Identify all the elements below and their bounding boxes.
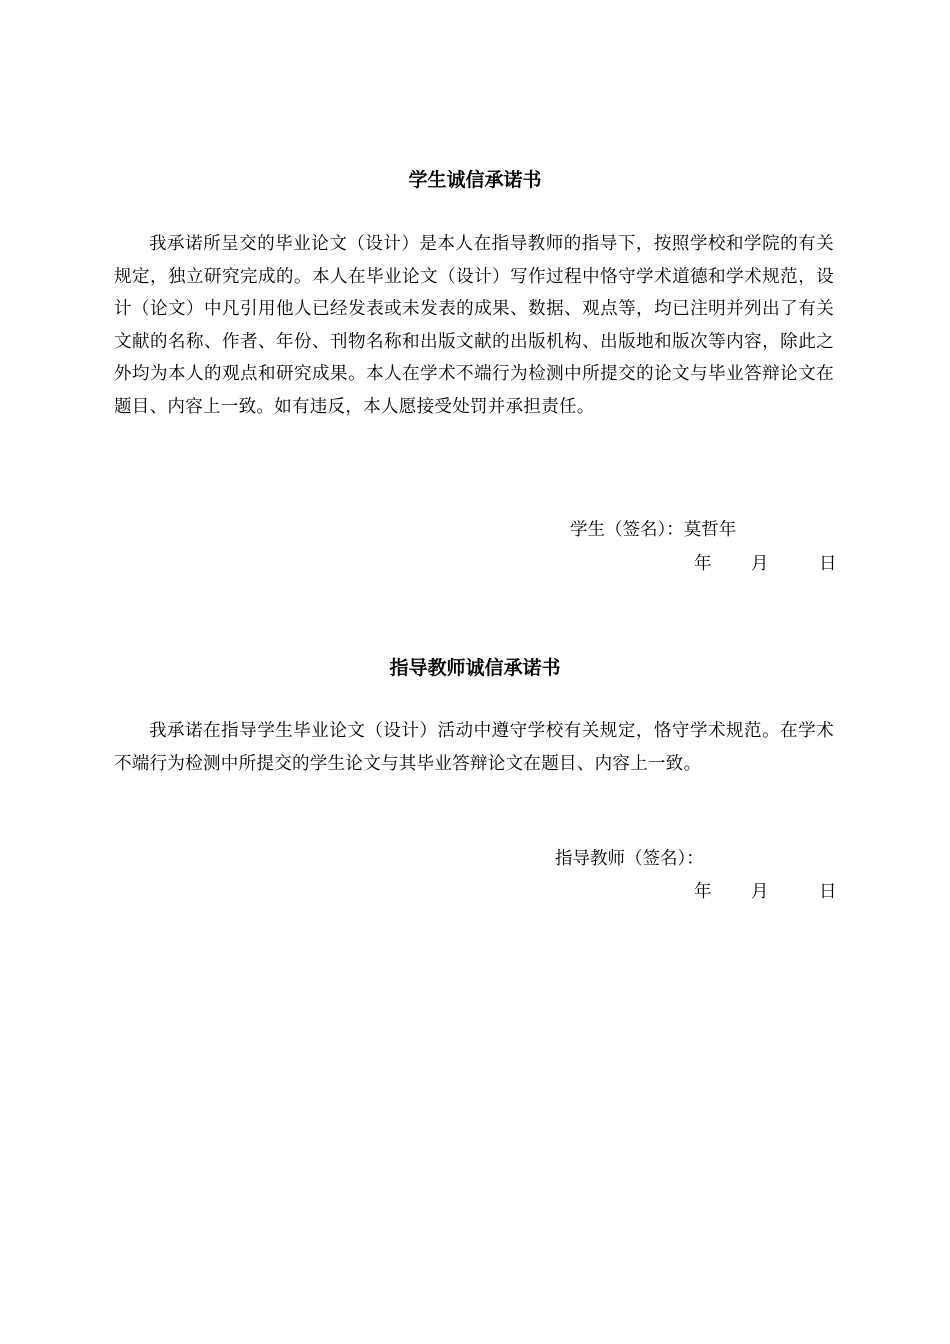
student-pledge-title: 学生诚信承诺书 <box>408 169 542 191</box>
student-date-year-label: 年 <box>694 554 712 574</box>
student-signature-label: 学生（签名）：莫哲年 <box>570 520 737 540</box>
advisor-date-month-label: 月 <box>751 882 769 902</box>
advisor-pledge-title: 指导教师诚信承诺书 <box>389 657 561 679</box>
advisor-signature-label: 指导教师（签名）： <box>555 849 704 869</box>
advisor-date-line <box>0 879 950 905</box>
student-pledge-body: 我承诺所呈交的毕业论文（设计）是本人在指导教师的指导下，按照学校和学院的有关规定，独立研究完成的。本人在毕业论文（设计）写作过程中恪守学术道德和学术规范，设计（论文）中凡引用他人已经发表或未发表的成果、数据、观点等，均已注明并列出了有关文献的名称、作者、年份、刊物名称和出版文献的出版机构、出版地和版次等内容，除此之外均为本人的观点和研究成果。本人在学术不端行为检测中所提交的论文与毕业答辩论文在题目、内容上一致。如有违反，本人愿接受处罚并承担责任。 <box>114 234 834 417</box>
student-date-line <box>0 551 950 577</box>
student-date-month-label: 月 <box>751 554 769 574</box>
advisor-date-year-label: 年 <box>694 882 712 902</box>
advisor-date-day-label: 日 <box>819 882 837 902</box>
student-date-day-label: 日 <box>819 554 837 574</box>
advisor-pledge-body: 我承诺在指导学生毕业论文（设计）活动中遵守学校有关规定，恪守学术规范。在学术不端行为检测中所提交的学生论文与其毕业答辩论文在题目、内容上一致。 <box>114 721 834 774</box>
